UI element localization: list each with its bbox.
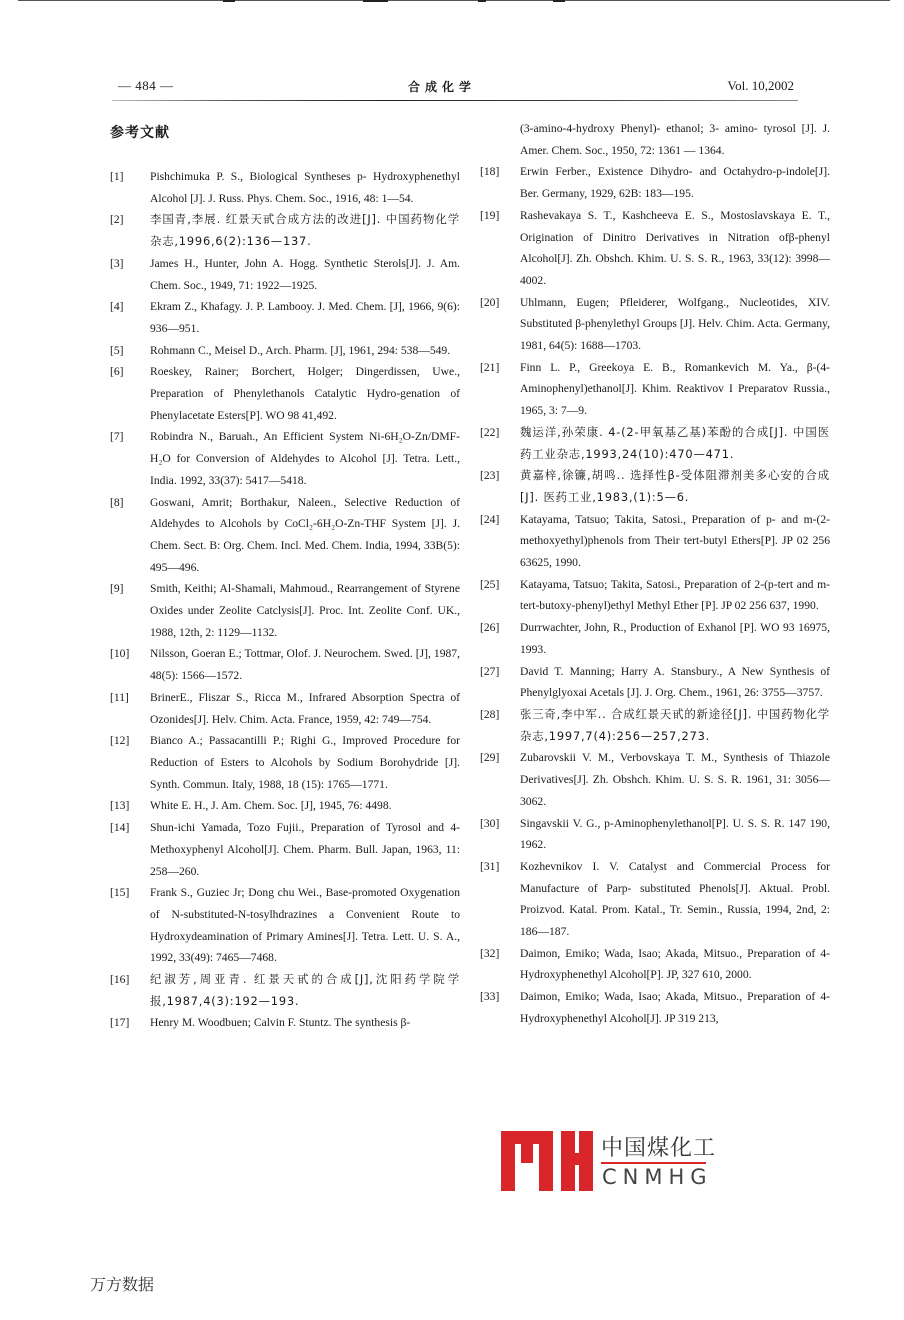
reference-number: [18] [480, 165, 500, 179]
reference-number: [11] [110, 690, 129, 704]
reference-item [110, 166, 460, 209]
reference-text: Rashevakaya S. T., Kashcheeva E. S., Mostoslavskaya E. T., Origination of Dinitro Derivatives in Nitration ofβ-phenyl Alcohol[J]. Zh. Obshch. Khim. U. S. S. R., 1963, 33(12): 3998—4002. [520, 208, 830, 287]
reference-number: [12] [110, 734, 130, 748]
reference-item [110, 361, 460, 426]
reference-item [480, 986, 830, 1029]
reference-text: White E. H., J. Am. Chem. Soc. [J], 1945, 76: 4498. [150, 799, 392, 813]
reference-item [110, 687, 460, 730]
reference-item [110, 1012, 460, 1034]
reference-text: Smith, Keithi; Al-Shamali, Mahmoud., Rearrangement of Styrene Oxides under Zeolite Catclysis[J]. Proc. Int. Zeolite Conf. UK., 1988, 12th, 2: 1129—1132. [150, 582, 460, 639]
volume-info: Vol. 10,2002 [727, 78, 794, 93]
reference-number: [28] [480, 707, 500, 721]
reference-item [480, 422, 830, 465]
reference-number: [7] [110, 430, 124, 444]
reference-item [110, 578, 460, 643]
reference-number: [25] [480, 577, 500, 591]
reference-number: [22] [480, 425, 500, 439]
reference-text: 黄嘉梓,徐镰,胡鸣.. 选择性β-受体阻滞剂美多心安的合成[J]. 医药工业,1983,(1):5—6. [520, 468, 830, 504]
cnmhg-logo [501, 1131, 741, 1193]
reference-number: [23] [480, 469, 500, 483]
journal-title: 合成化学 [408, 80, 477, 94]
logo-mark-bar [539, 1131, 553, 1191]
reference-text: Daimon, Emiko; Wada, Isao; Akada, Mitsuo., Preparation of 4-Hydroxyphenethyl Alcohol[P]. JP, 327 610, 2000. [520, 946, 830, 982]
reference-text: 纪淑芳,周亚青. 红景天甙的合成[J],沈阳药学院学报,1987,4(3):192—193. [150, 972, 460, 1008]
reference-text: BrinerE., Fliszar S., Ricca M., Infrared Absorption Spectra of Ozonides[J]. Helv. Chim. Acta. France, 1959, 42: 749—754. [150, 690, 460, 726]
reference-text: Rohmann C., Meisel D., Arch. Pharm. [J], 1961, 294: 538—549. [150, 343, 451, 357]
reference-item [110, 209, 460, 252]
reference-item [110, 730, 460, 795]
reference-text: David T. Manning; Harry A. Stansbury., A New Synthesis of Phenylglyoxai Acetals [J]. J. Org. Chem., 1961, 26: 3755—3757. [520, 664, 830, 700]
references-right-column [480, 118, 830, 1030]
logo-mark-bar [561, 1153, 593, 1165]
reference-number: [15] [110, 886, 130, 900]
reference-item [480, 357, 830, 422]
reference-number: [31] [480, 859, 500, 873]
running-header [118, 76, 794, 98]
section-title: 参考文献 [110, 125, 170, 141]
reference-item [480, 617, 830, 660]
reference-number: [13] [110, 799, 130, 813]
reference-text: Zubarovskii V. M., Verbovskaya T. M., Synthesis of Thiazole Derivatives[J]. Zh. Obshch. Khim. U. S. S. R. 1961, 31: 3056—3062. [520, 751, 830, 808]
reference-text: Henry M. Woodbuen; Calvin F. Stuntz. The synthesis β- [150, 1016, 411, 1030]
reference-item [110, 969, 460, 1012]
reference-text: 张三奇,李中军.. 合成红景天甙的新途径[J]. 中国药物化学杂志,1997,7(4):256—257,273. [520, 706, 830, 743]
reference-number: [10] [110, 647, 130, 661]
reference-number: [30] [480, 816, 500, 830]
reference-item [110, 643, 460, 686]
reference-number: [24] [480, 512, 500, 526]
references-left-column [110, 166, 460, 1034]
logo-name-en: CNMHG [602, 1165, 713, 1189]
logo-rule [601, 1162, 706, 1164]
reference-number: [6] [110, 365, 124, 379]
logo-mark-bar [521, 1131, 533, 1163]
reference-number: [4] [110, 300, 124, 314]
reference-number: [20] [480, 295, 500, 309]
reference-text: Finn L. P., Greekoya E. B., Romankevich M. Ya., β-(4-Aminophenyl)ethanol[J]. Khim. Reaktivov I Preparatov Russia., 1965, 3: 7—9. [520, 360, 830, 418]
reference-item [110, 340, 460, 362]
reference-item [480, 509, 830, 574]
reference-item [480, 813, 830, 856]
reference-number: [19] [480, 208, 500, 222]
reference-text: 李国青,李展. 红景天甙合成方法的改进[J]. 中国药物化学杂志,1996,6(2):136—137. [150, 212, 460, 249]
reference-number: [2] [110, 213, 124, 227]
reference-number: [16] [110, 973, 130, 987]
reference-number: [3] [110, 256, 124, 270]
reference-text: Erwin Ferber., Existence Dihydro- and Octahydro-p-indole[J]. Ber. Germany, 1929, 62B: 183—195. [520, 165, 830, 201]
scan-top-edge [18, 0, 890, 1]
reference-number: [33] [480, 990, 500, 1004]
reference-item [480, 205, 830, 292]
reference-item [480, 161, 830, 204]
reference-number: [32] [480, 946, 500, 960]
reference-item [480, 856, 830, 943]
reference-number: [27] [480, 664, 500, 678]
reference-text: Durrwachter, John, R., Production of Exhanol [P]. WO 93 16975, 1993. [520, 621, 830, 656]
reference-text: Robindra N., Baruah., An Efficient System Ni-6H₂O-Zn/DMF-H₂O for Conversion of Aldehydes to Alcohol [J]. Tetra. Lett., India. 1992, 33(37): 5417—5418. [150, 430, 460, 487]
reference-text: Pishchimuka P. S., Biological Syntheses p- Hydroxyphenethyl Alcohol [J]. J. Russ. Phys. Chem. Soc., 1916, 48: 1—54. [150, 170, 460, 205]
reference-text: Ekram Z., Khafagy. J. P. Lambooy. J. Med. Chem. [J], 1966, 9(6): 936—951. [150, 300, 460, 335]
reference-number: [8] [110, 495, 124, 509]
logo-name-cn: 中国煤化工 [601, 1136, 717, 1161]
reference-item [110, 795, 460, 817]
reference-number: [1] [110, 170, 124, 183]
reference-item [110, 296, 460, 339]
reference-item [480, 704, 830, 747]
reference-number: [9] [110, 582, 124, 596]
reference-number: [17] [110, 1016, 130, 1030]
reference-item [480, 292, 830, 357]
reference-text: James H., Hunter, John A. Hogg. Synthetic Sterols[J]. J. Am. Chem. Soc., 1949, 71: 1922—1925. [150, 256, 460, 292]
reference-item [110, 817, 460, 882]
reference-text: Katayama, Tatsuo; Takita, Satosi., Preparation of 2-(p-tert and m-tert-butoxy-phenyl)ethyl Methyl Ether [P]. JP 02 256 637, 1990. [520, 577, 830, 613]
reference-text: Roeskey, Rainer; Borchert, Holger; Dingerdissen, Uwe., Preparation of Phenylethanols Catalytic Hydro-genation of Phenylacetate Esters[P]. WO 98 41,492. [150, 365, 460, 422]
reference-text: Daimon, Emiko; Wada, Isao; Akada, Mitsuo., Preparation of 4-Hydroxyphenethyl Alcohol[J]. JP 319 213, [520, 990, 830, 1025]
reference-number: [14] [110, 821, 130, 835]
reference-item [480, 574, 830, 617]
reference-item [480, 661, 830, 704]
reference-text: Bianco A.; Passacantilli P.; Righi G., Improved Procedure for Reduction of Esters to Alcohols by Sodium Borohydride [J]. Synth. Commun. Italy, 1988, 18 (15): 1765—1771. [150, 734, 460, 791]
reference-item [480, 747, 830, 812]
reference-number: [26] [480, 621, 500, 635]
header-rule [112, 100, 798, 101]
page-number: — 484 — [118, 78, 174, 93]
reference-text: Kozhevnikov I. V. Catalyst and Commercial Process for Manufacture of Parp- substituted Phenols[J]. Aktual. Probl. Proizvod. Katal. Prom. Katal., Tr. Semin., Russia, 1994, 2nd, 2: 186—187. [520, 859, 830, 939]
reference-item [110, 882, 460, 969]
cnmhg-logo-mark-icon [501, 1131, 593, 1191]
reference-number: [5] [110, 343, 124, 357]
reference-number: [29] [480, 751, 500, 765]
reference-text: 魏运洋,孙荣康. 4-(2-甲氧基乙基)苯酚的合成[J]. 中国医药工业杂志,1993,24(10):470—471. [520, 424, 830, 461]
reference-text: Nilsson, Goeran E.; Tottmar, Olof. J. Neurochem. Swed. [J], 1987, 48(5): 1566—1572. [150, 647, 460, 683]
reference-text: Uhlmann, Eugen; Pfleiderer, Wolfgang., Nucleotides, XIV. Substituted β-phenylethyl Groups [J]. Helv. Chim. Acta. Germany, 1981, 64(5): 1688—1703. [520, 295, 830, 353]
reference-17-continuation: (3-amino-4-hydroxy Phenyl)- ethanol; 3- amino- tyrosol [J]. J. Amer. Chem. Soc., 1950, 72: 1361 — 1364. [520, 122, 830, 157]
reference-text: Frank S., Guziec Jr; Dong chu Wei., Base-promoted Oxygenation of N-substituted-N-tosylhdrazines a Convenient Route to Hydroxydeamination of Primary Amines[J]. Tetra. Lett. U. S. A., 1992, 33(49): 7465—7468. [150, 886, 460, 965]
wanfang-watermark: 万方数据 [90, 1275, 155, 1294]
reference-text: Goswani, Amrit; Borthakur, Naleen., Selective Reduction of Aldehydes to Alcohols by CoCl₂-6H₂O-Zn-THF System [J]. J. Chem. Sect. B: Org. Chem. Incl. Med. Chem. India, 1994, 33B(5): 495—496. [150, 495, 460, 574]
reference-item [110, 426, 460, 491]
reference-item [110, 253, 460, 296]
reference-text: Shun-ichi Yamada, Tozo Fujii., Preparation of Tyrosol and 4-Methoxyphenyl Alcohol[J]. Chem. Pharm. Bull. Japan, 1963, 11: 258—260. [150, 821, 460, 878]
reference-item [480, 465, 830, 508]
reference-number: [21] [480, 360, 500, 374]
reference-item [110, 492, 460, 579]
reference-text: Singavskii V. G., p-Aminophenylethanol[P]. U. S. S. R. 147 190, 1962. [520, 816, 830, 852]
reference-text: Katayama, Tatsuo; Takita, Satosi., Preparation of p- and m-(2-methoxyethyl)phenols from Their tert-butyl Ethers[P]. JP 02 256 63625, 1990. [520, 512, 830, 570]
reference-item [480, 943, 830, 986]
